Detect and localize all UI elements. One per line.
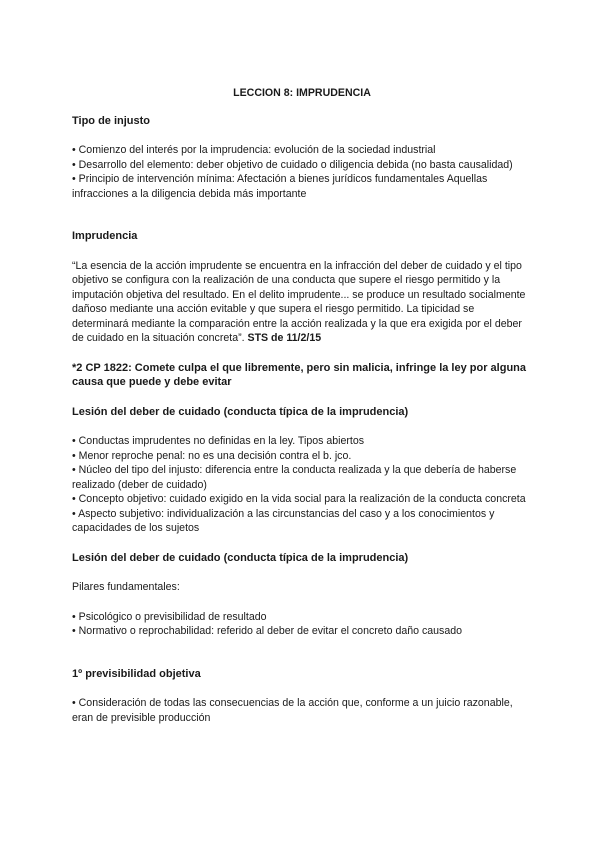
list-item: • Aspecto subjetivo: individualización a las circunstancias del caso y a los conocimientos y capacidades de los sujetos — [72, 507, 495, 534]
list-item: • Normativo o reprochabilidad: referido al deber de evitar el concreto daño causado — [72, 625, 463, 637]
pilares-intro: Pilares fundamentales: — [72, 581, 180, 593]
list-item: • Concepto objetivo: cuidado exigido en la vida social para la realización de la conducta concreta — [72, 493, 526, 505]
heading-lesion-deber-cuidado: Lesión del deber de cuidado (conducta típica de la imprudencia) — [72, 405, 409, 418]
citation: STS de 11/2/15 — [244, 332, 322, 344]
list-item: • Conductas imprudentes no definidas en la ley. Tipos abiertos — [72, 435, 365, 447]
list-item: • Comienzo del interés por la imprudencia: evolución de la sociedad industrial — [72, 144, 436, 156]
list-item: • Psicológico o previsibilidad de resultado — [72, 610, 267, 623]
heading-previsibilidad-objetiva: 1º previsibilidad objetiva — [72, 667, 201, 680]
list-item: • Principio de intervención mínima: Afectación a bienes jurídicos fundamentales Aquellas infracciones a la diligencia debida más importante — [72, 173, 488, 200]
document-title: LECCION 8: IMPRUDENCIA — [233, 87, 371, 99]
list-item: • Núcleo del tipo del injusto: diferencia entre la conducta realizada y la que debería de haberse realizado (deber de cuidado) — [72, 464, 517, 491]
quote-text: “La esencia de la acción imprudente se encuentra en la infracción del deber de cuidado y el tipo objetivo se configura con la realización de una conducta que supere el riesgo permitido y la imputación objetiva del resultado. En el delito imprudente... se produce un resultado socialmente dañoso mediante una acción evitable y que supera el riesgo permitido. La tipicidad se determinará mediante la comparación entre la acción realizada y la que era exigida por el deber de cuidado en la situación concreta”. — [72, 259, 526, 344]
heading-cp-1822: *2 CP 1822: Comete culpa el que libremente, pero sin malicia, infringe la ley por alguna causa que puede y debe evitar — [72, 361, 526, 388]
list-item: • Consideración de todas las consecuencias de la acción que, conforme a un juicio razonable, eran de previsible producción — [72, 697, 513, 724]
list-item: • Desarrollo del elemento: deber objetivo de cuidado o diligencia debida (no basta causalidad) — [72, 158, 513, 171]
document-page — [72, 86, 532, 725]
heading-tipo-de-injusto: Tipo de injusto — [72, 114, 151, 127]
heading-imprudencia: Imprudencia — [72, 230, 138, 242]
list-item: • Menor reproche penal: no es una decisión contra el b. jco. — [72, 449, 352, 462]
heading-lesion-deber-cuidado-2: Lesión del deber de cuidado (conducta típica de la imprudencia) — [72, 551, 409, 564]
quote-paragraph — [72, 259, 532, 346]
